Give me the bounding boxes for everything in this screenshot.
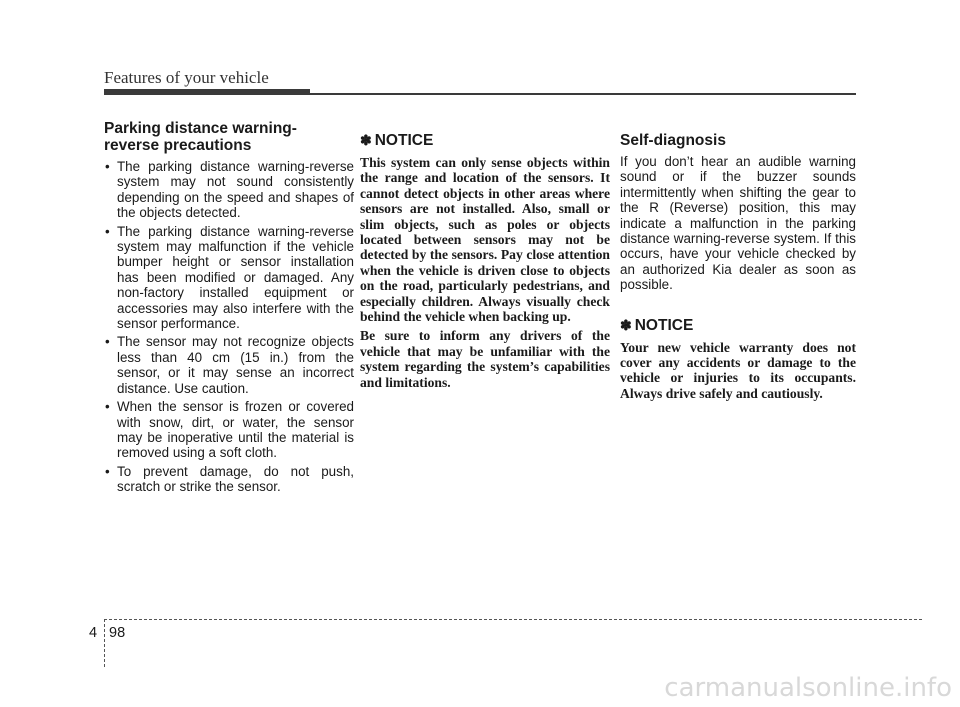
page-number: 98 [109, 625, 126, 641]
notice-heading [360, 132, 610, 149]
list-item: • When the sensor is frozen or covered with snow, dirt, or water, the sensor may be inoperative until the material is removed using a soft cloth. [104, 399, 354, 461]
notice-paragraph: Your new vehicle warranty does not cover any accidents or damage to the vehicle or injuries to its occupants. Always drive safely and cautiously. [620, 339, 856, 401]
watermark: carmanualsonline.info [664, 673, 952, 703]
list-item: • The parking distance warning-reverse system may malfunction if the vehicle bumper height or sensor installation has been modified or damaged. Any non-factory installed equipment or accessories may also interfere with the sensor performance. [104, 224, 354, 332]
notice-paragraph: This system can only sense objects within the range and location of the sensors. It cannot detect objects in other areas where sensors are not installed. Also, small or slim objects, such as poles or objects located between sensors may not be detected by the sensors. Pay close attention when the vehicle is driven close to objects on the road, particularly pedestrians, and especially children. Always visually check behind the vehicle when backing up. [360, 155, 610, 325]
section-heading-self-diagnosis: Self-diagnosis [620, 132, 726, 149]
precautions-list [104, 159, 354, 495]
footer-divider [104, 619, 105, 667]
header-rule [310, 93, 856, 95]
column-left [104, 120, 354, 498]
notice-paragraph: Be sure to inform any drivers of the vehicle that may be unfamiliar with the system regarding the system’s capabilities and limitations. [360, 328, 610, 390]
chapter-number: 4 [89, 625, 98, 641]
running-header: Features of your vehicle [104, 68, 269, 87]
notice-title: NOTICE [634, 316, 694, 334]
notice-heading [620, 317, 856, 334]
header-accent-bar [104, 89, 310, 95]
list-item: • The parking distance warning-reverse system may not sound consistently depending on the speed and shapes of the objects detected. [104, 159, 354, 221]
notice-star-icon: ✽ [360, 132, 372, 148]
section-heading-precautions: Parking distance warning- reverse precautions [104, 120, 297, 154]
column-right [620, 120, 856, 405]
footer-rule [104, 619, 922, 620]
self-diagnosis-text: If you don’t hear an audible warning sound or if the buzzer sounds intermittently when shifting the gear to the R (Reverse) position, this may indicate a malfunction in the parking distance warning-reverse system. If this occurs, have your vehicle checked by an authorized Kia dealer as soon as possible. [620, 154, 856, 293]
list-item: • The sensor may not recognize objects less than 40 cm (15 in.) from the sensor, or it may sense an incorrect distance. Use caution. [104, 334, 354, 396]
column-middle [360, 120, 610, 394]
list-item: • To prevent damage, do not push, scratch or strike the sensor. [104, 464, 354, 495]
notice-star-icon: ✽ [620, 316, 632, 333]
notice-title: NOTICE [374, 132, 434, 149]
